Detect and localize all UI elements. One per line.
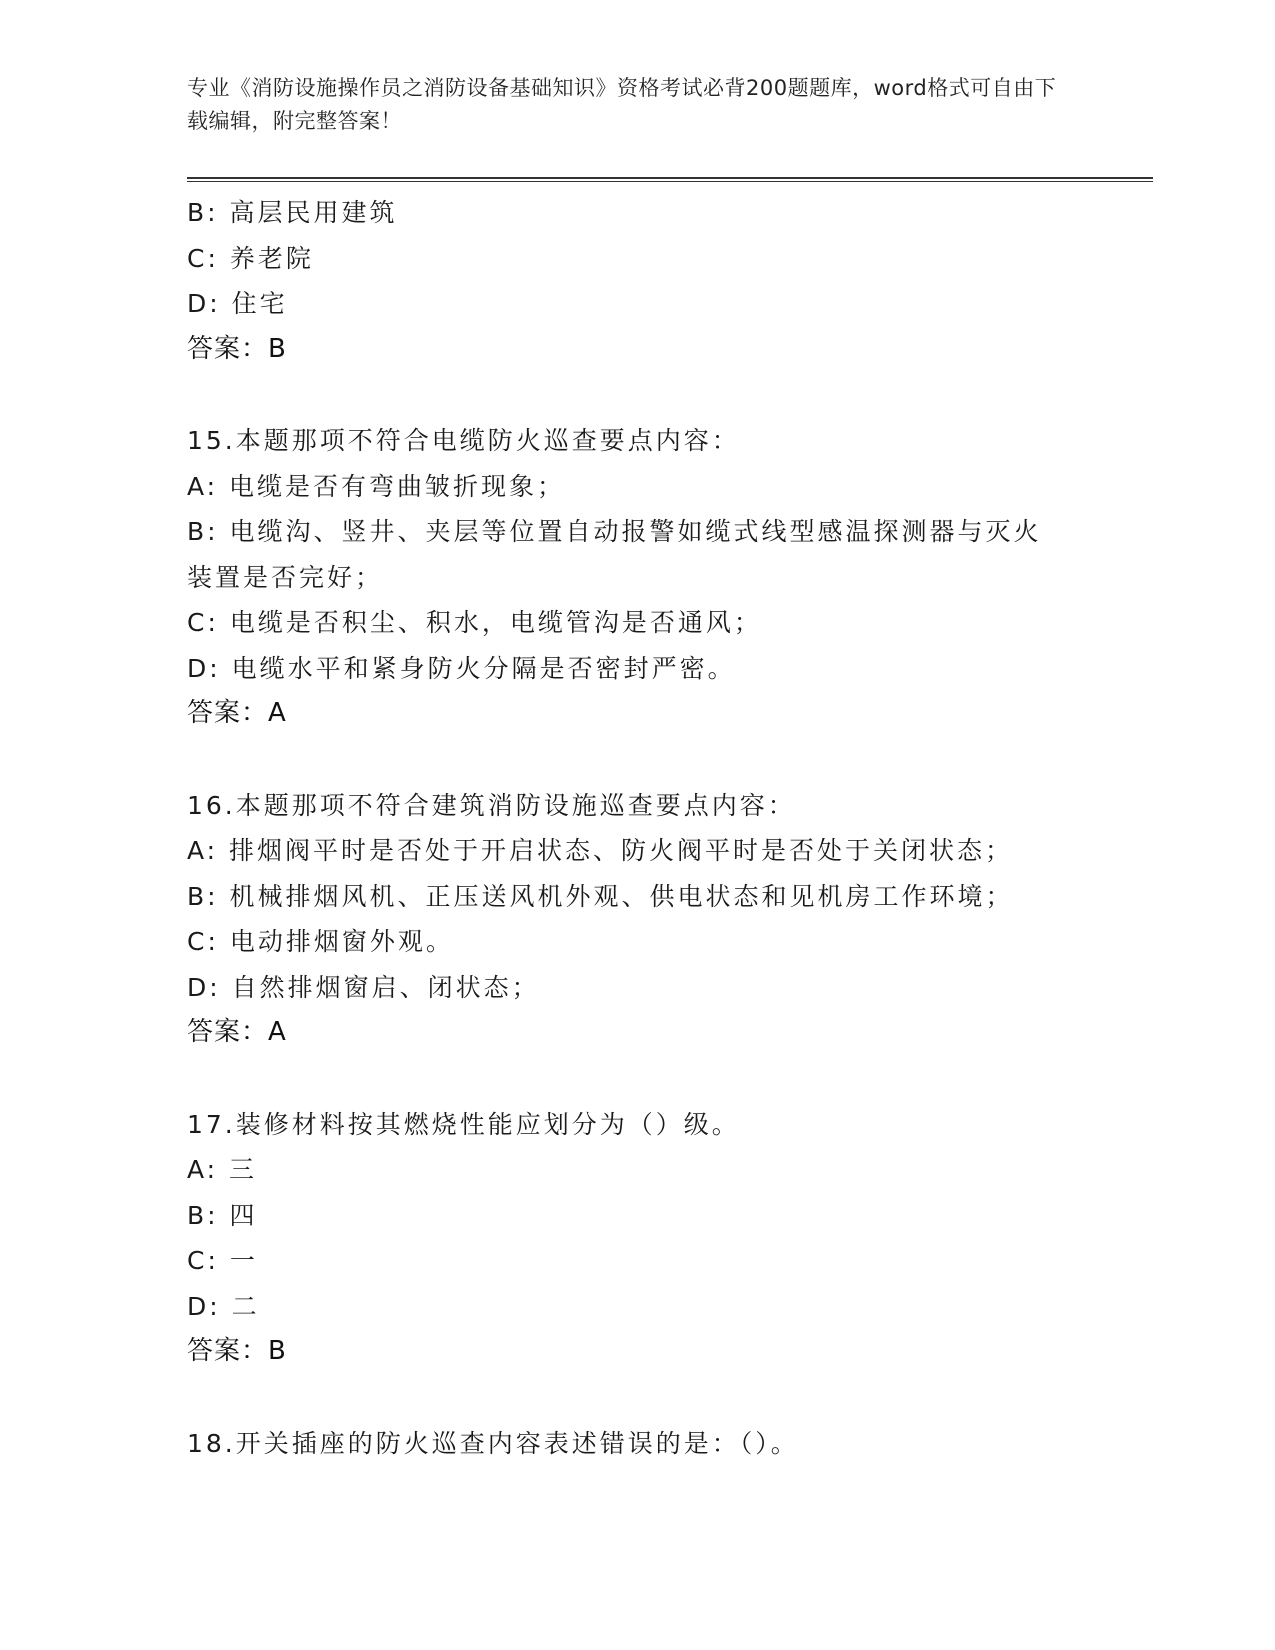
question-stem: 17.装修材料按其燃烧性能应划分为（）级。 [187,1109,740,1139]
option-b: B: 电缆沟、竖井、夹层等位置自动报警如缆式线型感温探测器与灭火装置是否完好； [187,517,1042,592]
option-b: B: 高层民用建筑 [187,198,398,227]
option-a: A: 排烟阀平时是否处于开启状态、防火阀平时是否处于关闭状态； [187,836,1014,865]
question-14-continued [187,190,1087,372]
option-c: C: 电缆是否积尘、积水，电缆管沟是否通风； [187,608,762,637]
document-header: 专业《消防设施操作员之消防设备基础知识》资格考试必背200题题库，word格式可自由下载编辑，附完整答案！ [187,76,1057,133]
option-d: D: 电缆水平和紧身防火分隔是否密封严密。 [187,653,736,683]
question-16 [187,783,1087,1056]
answer: 答案：A [187,698,287,728]
header-divider-thick [187,177,1153,179]
option-c: C: 一 [187,1246,258,1275]
question-stem: 16.本题那项不符合建筑消防设施巡查要点内容： [187,790,796,820]
option-c: C: 电动排烟窗外观。 [187,927,454,956]
answer: 答案：B [187,1336,287,1366]
option-a: A: 三 [187,1155,258,1184]
option-b: B: 四 [187,1200,258,1230]
option-c: C: 养老院 [187,243,314,273]
answer: 答案：A [187,1017,287,1047]
question-stem: 15.本题那项不符合电缆防火巡查要点内容： [187,426,740,455]
question-17 [187,1102,1087,1375]
option-b: B: 机械排烟风机、正压送风机外观、供电状态和见机房工作环境； [187,881,1014,911]
answer: 答案：B [187,333,287,364]
option-d: D: 住宅 [187,289,288,318]
option-d: D: 二 [187,1291,260,1321]
header-divider-thin [187,181,1153,182]
question-15 [187,418,1087,737]
document-body [187,190,1087,1466]
question-18 [187,1421,1087,1467]
option-a: A: 电缆是否有弯曲皱折现象； [187,471,566,501]
option-d: D: 自然排烟窗启、闭状态； [187,972,540,1002]
question-stem: 18.开关插座的防火巡查内容表述错误的是：（）。 [187,1428,799,1458]
